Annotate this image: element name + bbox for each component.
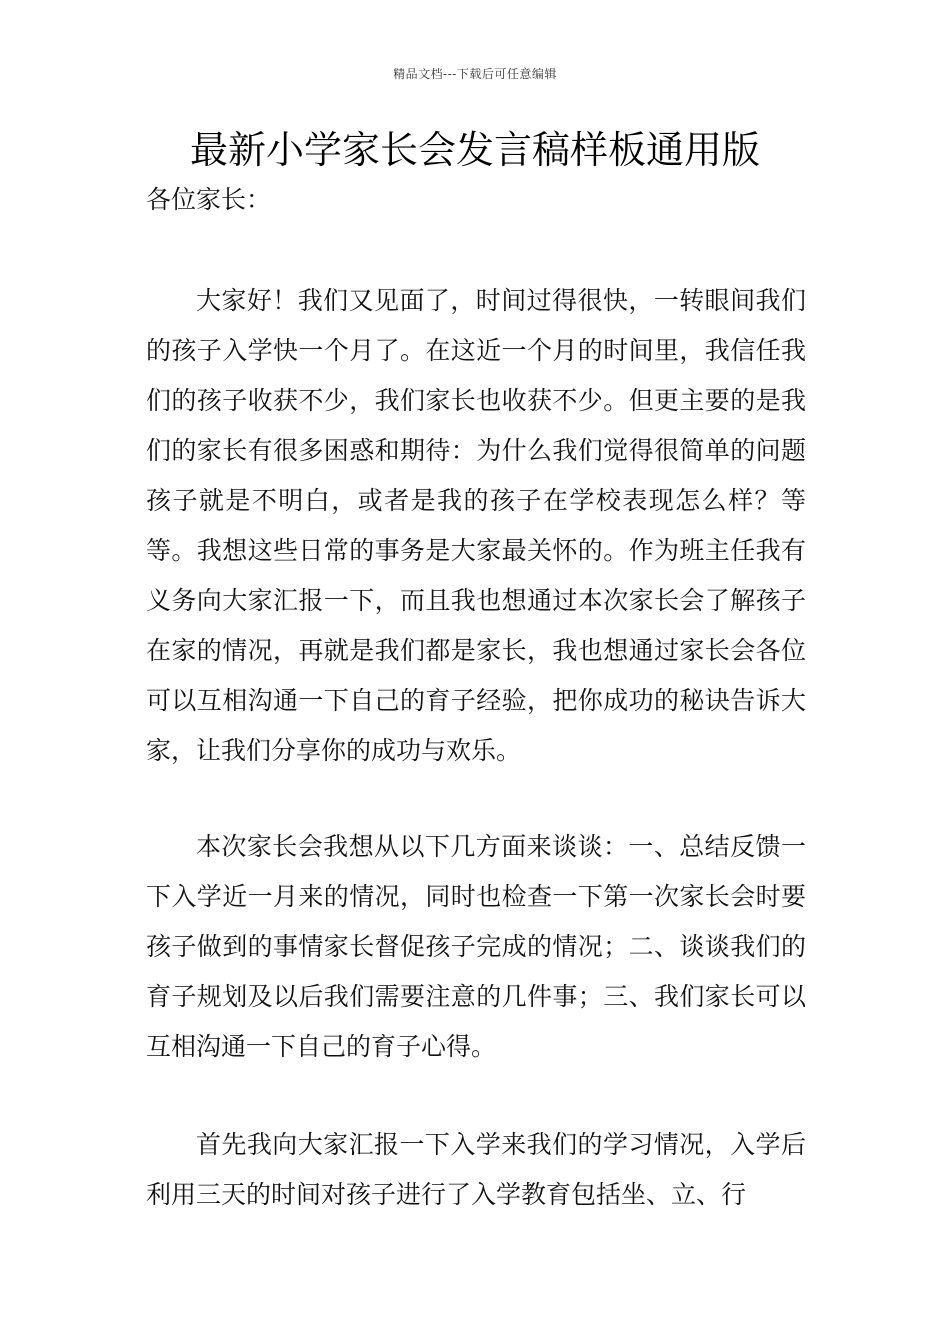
document-title: 最新小学家长会发言稿样板通用版 (189, 128, 760, 172)
salutation: 各位家长： (146, 185, 272, 214)
paragraph-2: 本次家长会我想从以下几方面来谈谈：一、总结反馈一下入学近一月来的情况，同时也检查一下第一次家长会时要孩子做到的事情家长督促孩子完成的情况；二、谈谈我们的育子规划及以后我们需要注意的几件事；三、我们家长可以互相沟通一下自己的育子心得。 (146, 832, 806, 1061)
paragraph-3: 首先我向大家汇报一下入学来我们的学习情况，入学后利用三天的时间对孩子进行了入学教育包括坐、立、行 (146, 1130, 806, 1209)
header-note: 精品文档---下载后可任意编辑 (393, 67, 557, 81)
paragraph-1: 大家好！我们又见面了，时间过得很快，一转眼间我们的孩子入学快一个月了。在这近一个月的时间里，我信任我们的孩子收获不少，我们家长也收获不少。但更主要的是我们的家长有很多困惑和期待：为什么我们觉得很简单的问题孩子就是不明白，或者是我的孩子在学校表现怎么样？等等。我想这些日常的事务是大家最关怀的。作为班主任我有义务向大家汇报一下，而且我也想通过本次家长会了解孩子在家的情况，再就是我们都是家长，我也想通过家长会各位可以互相沟通一下自己的育子经验，把你成功的秘诀告诉大家，让我们分享你的成功与欢乐。 (146, 286, 806, 765)
